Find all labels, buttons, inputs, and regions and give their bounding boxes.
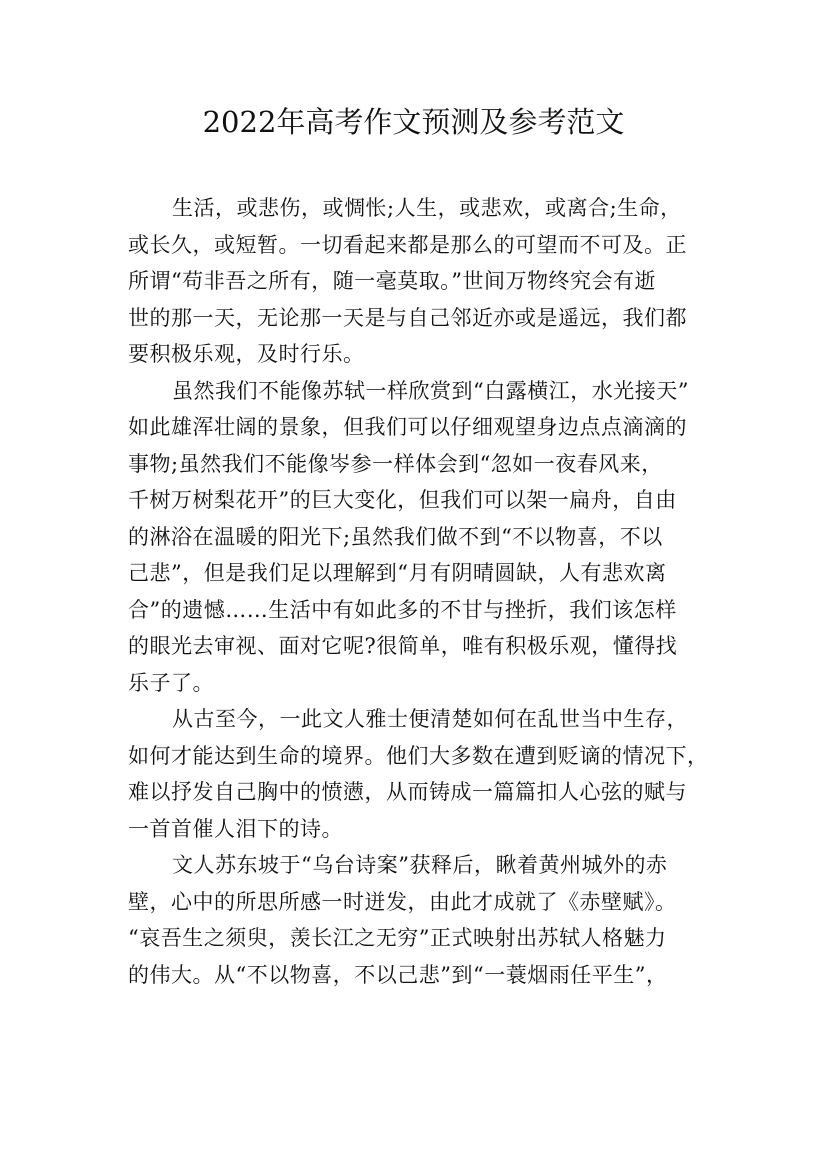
paragraph-1-line-1: 生活，或悲伤，或惆怅;人生，或悲欢，或离合;生命， xyxy=(172,196,682,220)
paragraph-2-line-5: 的淋浴在温暖的阳光下;虽然我们做不到“不以物喜，不以 xyxy=(128,524,663,549)
paragraph-4-line-4: 的伟大。从“不以物喜，不以己悲”到“一蓑烟雨任平生”， xyxy=(128,962,668,987)
paragraph-2-line-9: 乐子了。 xyxy=(128,670,214,695)
paragraph-2-line-8: 的眼光去审视、面对它呢?很简单，唯有积极乐观，懂得找 xyxy=(128,634,678,658)
paragraph-2-line-2: 如此雄浑壮阔的景象，但我们可以仔细观望身边点点滴滴的 xyxy=(128,415,687,439)
paragraph-2-line-4: 千树万树梨花开”的巨大变化，但我们可以架一扁舟，自由 xyxy=(128,488,677,512)
paragraph-3-line-4: 一首首催人泪下的诗。 xyxy=(128,816,343,841)
paragraph-3-line-1: 从古至今，一此文人雅士便清楚如何在乱世当中生存， xyxy=(172,707,688,731)
paragraph-4-line-2: 壁，心中的所思所感一时迸发，由此才成就了《赤壁赋》。 xyxy=(128,889,677,914)
paragraph-1-line-3: 所谓“苟非吾之所有，随一毫莫取。”世间万物终究会有逝 xyxy=(128,269,656,293)
paragraph-3-line-2: 如何才能达到生命的境界。他们大多数在遭到贬谪的情况下， xyxy=(128,743,709,768)
paragraph-1-line-5: 要积极乐观，及时行乐。 xyxy=(128,342,365,366)
paragraph-4-line-1: 文人苏东坡于“乌台诗案”获释后，瞅着黄州城外的赤 xyxy=(172,853,668,877)
document-title: 2022年高考作文预测及参考范文 xyxy=(202,105,625,139)
paragraph-2-line-6: 己悲”，但是我们足以理解到“月有阴晴圆缺，人有悲欢离 xyxy=(128,561,667,585)
paragraph-1-line-2: 或长久，或短暂。一切看起来都是那么的可望而不可及。正 xyxy=(128,232,687,257)
paragraph-2-line-3: 事物;虽然我们不能像岑参一样体会到“忽如一夜春风来， xyxy=(128,451,663,476)
paragraph-2-line-1: 虽然我们不能像苏轼一样欣赏到“白露横江，水光接天” xyxy=(172,378,689,403)
paragraph-3-line-3: 难以抒发自己胸中的愤懑，从而铸成一篇篇扣人心弦的赋与 xyxy=(128,780,687,804)
paragraph-1-line-4: 世的那一天，无论那一天是与自己邻近亦或是遥远，我们都 xyxy=(128,305,687,330)
document-body xyxy=(128,190,718,993)
paragraph-4-line-3: “哀吾生之须臾，羡长江之无穷”正式映射出苏轼人格魅力 xyxy=(128,926,667,950)
paragraph-2-line-7: 合”的遗憾……生活中有如此多的不甘与挫折，我们该怎样 xyxy=(128,597,677,622)
